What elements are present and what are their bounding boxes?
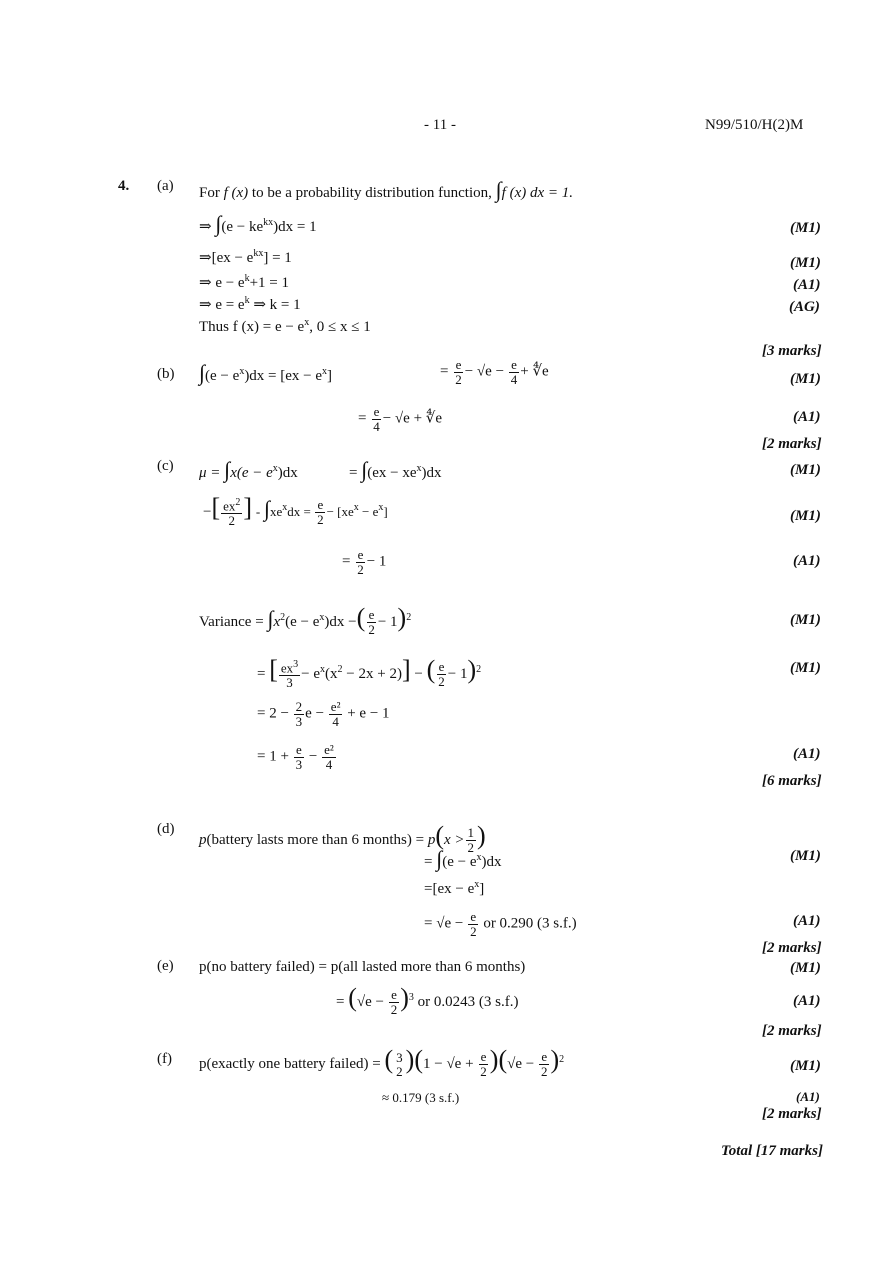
mark-m1: (M1) [790, 848, 821, 864]
part-c-line-2-dx: dx = [287, 504, 315, 519]
superscript: kx [263, 217, 274, 228]
mark-a1: (A1) [793, 993, 821, 1009]
part-d-line-1: p(battery lasts more than 6 months) = p(x > $\frac{1}{2}$ ) [199, 821, 486, 856]
marks-subtotal: [2 marks] [762, 1023, 822, 1039]
part-d-line-2: = $\int(e - e^x)dx$ [424, 846, 502, 871]
fraction: $\frac{ex^3}{3}$ [280, 658, 299, 690]
part-e-line-1: p(no battery failed) = p(all lasted more than 6 months) [199, 959, 526, 975]
marks-subtotal: [6 marks] [762, 773, 822, 789]
fraction: $\frac{1}{2}$ [467, 825, 475, 856]
part-a-line-1-end: )dx = 1 [273, 219, 317, 235]
part-d-line-4: = √e − $\frac{e}{2}$ or 0.290 (3 s.f.) [424, 909, 577, 939]
marks-subtotal: [2 marks] [762, 1106, 822, 1122]
integral-sign: ∫ [361, 457, 368, 482]
fraction: $\frac{e}{2}$ [317, 497, 324, 528]
part-b-rhs-2-text: − √e + ∜e [382, 410, 442, 427]
part-c-mu-rhs-integrand: (ex − xe [367, 465, 417, 481]
integral-sign: ∫ [263, 496, 270, 521]
part-a-line-4 [199, 296, 301, 313]
part-b-line-1 [199, 362, 332, 384]
minus-sign: - [255, 504, 261, 519]
fraction: $\frac{ex^2}{2}$ [223, 496, 241, 528]
part-a-line-4-end: ⇒ k = 1 [249, 297, 301, 313]
mark-a1: (A1) [793, 913, 821, 929]
part-a-intro-mid: to be a probability distribution function, [251, 185, 492, 201]
marks-subtotal: [3 marks] [762, 343, 822, 359]
mark-a1: (A1) [793, 277, 821, 293]
part-a-line-1-text: (e − ke [221, 219, 264, 235]
part-f-line-1: p(exactly one battery failed) = ( 3 2 )(1 − √e + $\frac{e}{2}$ )(√e − $\frac{e}{2}$ )$^2$ [199, 1045, 565, 1080]
equals: = [349, 465, 362, 481]
part-c-line-3-text: − 1 [366, 553, 387, 570]
integral-sign: ∫ [436, 846, 443, 871]
fraction: $\frac{e}{2}$ [541, 1049, 548, 1080]
part-a-line-3 [199, 274, 289, 291]
part-label-a: (a) [157, 178, 174, 194]
fraction: $\frac{e}{2}$ [470, 909, 477, 939]
part-a-line-4-text: ⇒ e = e [199, 297, 245, 313]
part-a-line-5-end: , 0 ≤ x ≤ 1 [309, 319, 371, 335]
part-a-line-3-text: ⇒ e − e [199, 275, 245, 291]
part-label-e: (e) [157, 958, 174, 974]
fraction: $\frac{e}{2}$ [368, 607, 375, 638]
part-c-line-2-integrand: xe [269, 504, 283, 519]
part-c-line-2-bracket: − [xe [326, 504, 354, 519]
part-b-rhs-2: = $\frac{e}{4}$ − √e + ∜e [358, 404, 442, 434]
part-a-line-2-text: ⇒[ex − e [199, 250, 254, 266]
part-b-rhs-1-end: + ∜e [520, 363, 549, 380]
part-label-b: (b) [157, 366, 175, 382]
mark-m1: (M1) [790, 255, 821, 271]
part-a-intro-func: f (x) [223, 185, 249, 201]
part-a-line-2-end: ] = 1 [263, 250, 292, 266]
fraction: $\frac{e}{4}$ [373, 404, 380, 434]
part-a-line-1 [199, 213, 317, 235]
part-label-d: (d) [157, 821, 175, 837]
mark-a1: (A1) [796, 1089, 820, 1104]
part-a-intro-prefix: For [199, 185, 220, 201]
part-a-line-5 [199, 318, 371, 335]
superscript: x [322, 366, 328, 377]
fraction: $\frac{e}{2}$ [438, 659, 445, 690]
marks-total: Total [17 marks] [721, 1143, 823, 1159]
superscript: x [304, 317, 310, 328]
part-b-lhs-mid: )dx = [ex − e [244, 368, 323, 384]
part-b-lhs-end: ] [327, 368, 333, 384]
superscript: x [416, 463, 422, 474]
marks-subtotal: [2 marks] [762, 940, 822, 956]
mark-m1: (M1) [790, 220, 821, 236]
document-code: N99/510/H(2)M [705, 117, 804, 133]
mark-ag: (AG) [789, 299, 820, 315]
mark-m1: (M1) [790, 612, 821, 628]
superscript: k [244, 273, 250, 284]
superscript: x [239, 366, 245, 377]
fraction: $\frac{e}{2}$ [357, 547, 364, 577]
superscript: k [244, 295, 250, 306]
mark-a1: (A1) [793, 746, 821, 762]
mark-m1: (M1) [790, 1058, 821, 1074]
part-a-line-2 [199, 249, 292, 266]
part-c-mu-integrand: x(e − e [230, 465, 273, 481]
part-f-prob-text: p(exactly one battery failed) = [199, 1056, 385, 1072]
mark-a1: (A1) [793, 553, 821, 569]
implies-arrow: ⇒ [199, 219, 212, 235]
part-b-rhs-1: = $\frac{e}{2}$ − √e − $\frac{e}{4}$ + ∜e [440, 357, 549, 387]
fraction: $\frac{e}{2}$ [390, 987, 398, 1018]
mark-a1: (A1) [793, 409, 821, 425]
part-a-line-5-text: Thus f (x) = e − e [199, 319, 305, 335]
question-number: 4. [118, 178, 130, 194]
part-a-line-3-end: +1 = 1 [249, 275, 290, 291]
fraction: $\frac{\text{e²}}{4}$ [324, 742, 334, 772]
mark-m1: (M1) [790, 960, 821, 976]
part-c-mu-rhs-end: )dx [421, 465, 442, 481]
fraction: $\frac{e}{3}$ [295, 742, 303, 772]
integral-sign: ∫ [495, 177, 502, 202]
part-f-line-2: ≈ 0.179 (3 s.f.) [382, 1090, 460, 1105]
integral-sign: ∫ [199, 360, 206, 385]
part-c-line-2: −[ $\frac{ex^2}{2}$ ] - $\int xe^xdx$ = $\frac{e}{2}$ − $[xe^x - e^x]$ [203, 493, 388, 528]
part-c-mu-line [199, 459, 298, 481]
fraction: $\frac{e}{4}$ [510, 357, 518, 387]
part-c-variance-line-3: = 2 − $\frac{2}{3}$ e − $\frac{\text{e²}}{4}$ + e − 1 [257, 699, 390, 729]
part-b-rhs-1-text: − √e − [464, 363, 505, 380]
part-d-line-3: $=[ex - e^x]$ [424, 879, 485, 897]
part-c-variance-line-1: Variance = $\int x^2(e - e^x)dx$ −( $\frac{e}{2}$ − 1)$^2$ [199, 603, 412, 638]
part-c-variance-line-2: = [ $\frac{ex^3}{3}$ − $e^x(x^2 - 2x + 2)$] − ( $\frac{e}{2}$ − 1)$^2$ [257, 655, 482, 690]
part-e-line-2: = (√e − $\frac{e}{2}$ )$^3$ or 0.0243 (3 s.f.) [336, 983, 519, 1018]
part-label-c: (c) [157, 458, 174, 474]
superscript: x [272, 463, 278, 474]
fraction: $\frac{2}{3}$ [295, 699, 303, 729]
part-label-f: (f) [157, 1051, 172, 1067]
mark-m1: (M1) [790, 508, 821, 524]
page-number: - 11 - [424, 117, 456, 133]
part-d-prob-text: (battery lasts more than 6 months) = [206, 832, 428, 848]
integral-sign: ∫ [224, 457, 231, 482]
part-c-mu-rhs [349, 459, 442, 481]
superscript: kx [253, 248, 264, 259]
mark-m1: (M1) [790, 462, 821, 478]
integral-sign: ∫ [267, 606, 274, 631]
binomial: 3 2 [396, 1049, 403, 1079]
integral-sign: ∫ [215, 211, 222, 236]
marks-subtotal: [2 marks] [762, 436, 822, 452]
part-c-line-3: = $\frac{e}{2}$ − 1 [342, 547, 387, 577]
fraction: $\frac{\text{e²}}{4}$ [330, 699, 341, 729]
fraction: $\frac{e}{2}$ [455, 357, 462, 387]
part-b-lhs: (e − e [205, 368, 240, 384]
mu-symbol: μ = [199, 465, 225, 481]
mark-m1: (M1) [790, 660, 821, 676]
variance-label: Variance = [199, 614, 268, 630]
part-a-intro [199, 179, 573, 201]
part-a-intro-tail: f (x) dx = 1. [501, 185, 574, 201]
part-c-mu-integrand-end: )dx [277, 465, 298, 481]
fraction: $\frac{e}{2}$ [480, 1049, 487, 1080]
part-c-variance-line-4: = 1 + $\frac{e}{3}$ − $\frac{\text{e²}}{4}$ [257, 742, 334, 772]
mark-m1: (M1) [790, 371, 821, 387]
